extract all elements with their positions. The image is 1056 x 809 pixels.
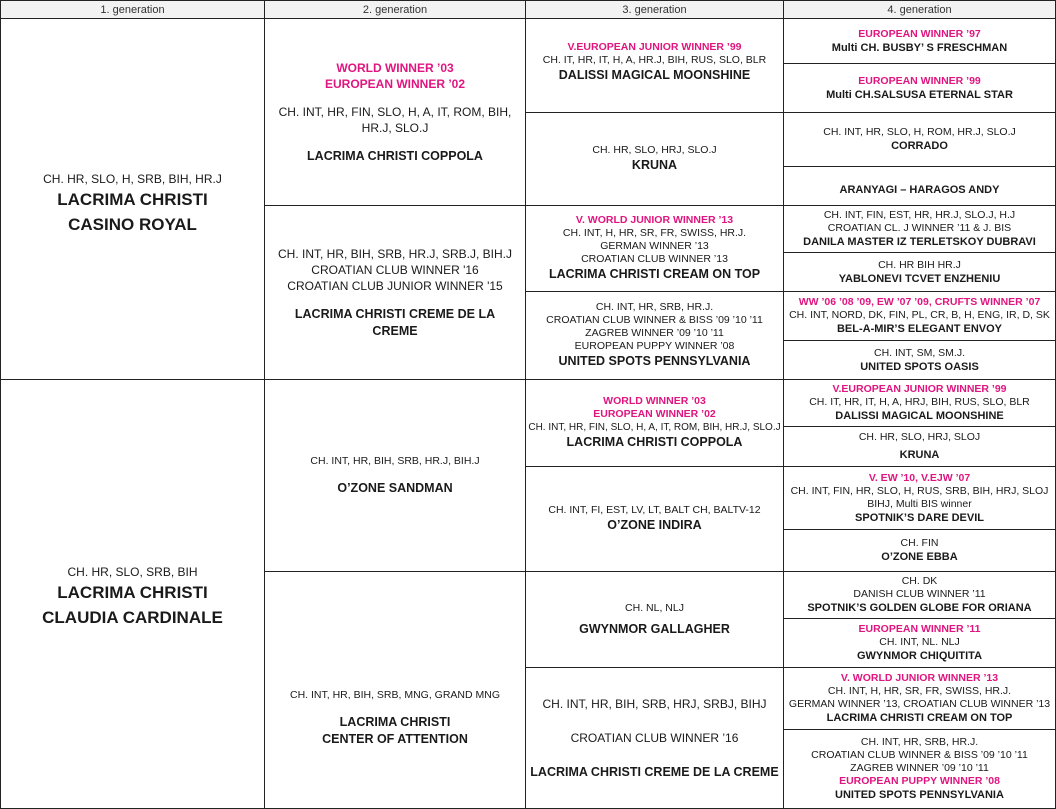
gen2-sd-ch-1: CH. INT, HR, BIH, SRB, HR.J, SRB.J, BIH.J xyxy=(277,246,513,261)
gen1-sire-titles: CH. HR, SLO, H, SRB, BIH, HR.J xyxy=(43,172,222,186)
gen4-r15-ch-1: CH. INT, H, HR, SR, FR, SWISS, HR.J. xyxy=(827,685,1012,697)
gen4-row-8 xyxy=(784,341,1056,380)
gen4-row-5 xyxy=(784,206,1056,253)
gen2-ds-ch: CH. INT, HR, BIH, SRB, HR.J, BIH.J xyxy=(310,454,480,467)
gen4-row-15 xyxy=(784,668,1056,730)
gen2-dd-name-2: CENTER OF ATTENTION xyxy=(322,731,468,746)
gen4-row-1 xyxy=(784,19,1056,64)
gen3-ssd-ch: CH. HR, SLO, HRJ, SLO.J xyxy=(592,144,717,156)
gen4-r16-ch-3: ZAGREB WINNER ’09 ’10 ’11 xyxy=(850,762,989,774)
gen2-dam-sire xyxy=(265,380,526,572)
gen1-dam-name-2: CLAUDIA CARDINALE xyxy=(42,608,223,627)
gen4-r13-ch-1: CH. DK xyxy=(901,575,938,587)
header-gen-1: 1. generation xyxy=(0,0,265,19)
gen3-sss-title: V.EUROPEAN JUNIOR WINNER ’99 xyxy=(567,41,742,53)
gen3-dsd xyxy=(526,467,784,572)
gen2-dd-name-1: LACRIMA CHRISTI xyxy=(339,714,451,729)
gen3-ddd-ch-1: CH. INT, HR, BIH, SRB, HRJ, SRBJ, BIHJ xyxy=(542,696,767,711)
gen4-r1-title: EUROPEAN WINNER ’97 xyxy=(858,27,981,40)
gen3-sds-ch-3: CROATIAN CLUB WINNER ’13 xyxy=(581,253,728,265)
gen3-sds xyxy=(526,206,784,292)
gen4-r5-ch-2: CROATIAN CL. J WINNER ’11 & J. BIS xyxy=(827,222,1012,234)
gen1-dam-name-1: LACRIMA CHRISTI xyxy=(57,583,208,602)
gen4-row-11 xyxy=(784,467,1056,530)
gen3-sdd-name: UNITED SPOTS PENNSYLVANIA xyxy=(558,354,751,368)
gen4-r8-ch: CH. INT, SM, SM.J. xyxy=(873,346,965,359)
gen2-ss-ch-1: CH. INT, HR, FIN, SLO, H, A, IT, ROM, BIH, xyxy=(278,104,512,119)
gen4-r15-title: V. WORLD JUNIOR WINNER ’13 xyxy=(840,672,999,684)
gen3-sds-name: LACRIMA CHRISTI CREAM ON TOP xyxy=(548,267,761,281)
gen2-ss-ch-2: HR.J, SLO.J xyxy=(361,120,429,135)
gen3-sss-name: DALISSI MAGICAL MOONSHINE xyxy=(558,68,751,82)
gen4-row-16 xyxy=(784,730,1056,809)
gen4-r16-ch-2: CROATIAN CLUB WINNER & BISS ’09 ’10 ’11 xyxy=(811,749,1028,761)
gen2-sire-sire xyxy=(265,19,526,206)
gen3-dss-ch: CH. INT, HR, FIN, SLO, H, A, IT, ROM, BIH, HR.J, SLO.J xyxy=(528,422,781,433)
gen4-r10-name: KRUNA xyxy=(899,449,940,461)
gen4-row-9 xyxy=(784,380,1056,427)
gen4-r6-name: YABLONEVI TCVET ENZHENIU xyxy=(838,272,1001,285)
gen4-r12-ch: CH. FIN xyxy=(900,537,939,549)
gen4-r11-ch-2: BIHJ, Multi BIS winner xyxy=(867,497,972,510)
gen2-ss-title-2: EUROPEAN WINNER ’02 xyxy=(324,76,466,91)
gen3-sss-ch: CH. IT, HR, IT, H, A, HR.J, BIH, RUS, SLO, BLR xyxy=(542,54,767,66)
gen4-r11-name: SPOTNIK’S DARE DEVIL xyxy=(855,511,984,524)
gen3-dss-title-1: WORLD WINNER ’03 xyxy=(603,395,706,407)
gen4-r16-name: UNITED SPOTS PENNSYLVANIA xyxy=(835,789,1004,801)
gen3-sdd xyxy=(526,292,784,380)
gen3-sdd-ch-1: CH. INT, HR, SRB, HR.J. xyxy=(595,301,714,313)
gen4-r10-ch: CH. HR, SLO, HRJ, SLOJ xyxy=(858,431,981,443)
gen4-r15-ch-2: GERMAN WINNER ’13, CROATIAN CLUB WINNER ’13 xyxy=(788,698,1051,710)
gen4-r11-title: V. EW ’10, V.EJW ’07 xyxy=(868,471,971,484)
gen4-r9-ch: CH. IT, HR, IT, H, A, HRJ, BIH, RUS, SLO, BLR xyxy=(809,396,1030,408)
gen4-r16-ch-1: CH. INT, HR, SRB, HR.J. xyxy=(860,736,979,748)
gen4-row-4 xyxy=(784,167,1056,206)
gen4-r3-name: CORRADO xyxy=(891,140,948,152)
gen2-sd-name-2: CREME xyxy=(372,323,418,338)
gen4-r13-name: SPOTNIK’S GOLDEN GLOBE FOR ORIANA xyxy=(807,602,1032,614)
gen4-r13-ch-2: DANISH CLUB WINNER ’11 xyxy=(853,588,986,600)
gen1-dam-titles: CH. HR, SLO, SRB, BIH xyxy=(67,565,198,579)
gen4-r14-ch: CH. INT, NL. NLJ xyxy=(879,636,960,648)
gen4-row-2 xyxy=(784,64,1056,113)
header-gen-2: 2. generation xyxy=(265,0,526,19)
gen3-sds-ch-2: GERMAN WINNER ’13 xyxy=(600,240,709,252)
gen4-row-13 xyxy=(784,572,1056,619)
header-gen-4: 4. generation xyxy=(784,0,1056,19)
gen3-ssd-name: KRUNA xyxy=(631,158,678,172)
gen4-row-14 xyxy=(784,619,1056,668)
gen1-sire-name-1: LACRIMA CHRISTI xyxy=(57,190,208,209)
gen3-dss xyxy=(526,380,784,467)
gen2-ds-name: O’ZONE SANDMAN xyxy=(337,480,453,495)
gen4-r7-title: WW ’06 ’08 ’09, EW ’07 ’09, CRUFTS WINNER ’07 xyxy=(798,296,1041,308)
gen1-dam xyxy=(0,380,265,809)
gen3-dds-ch: CH. NL, NLJ xyxy=(625,601,684,614)
header-gen-3: 3. generation xyxy=(526,0,784,19)
gen4-r7-ch: CH. INT, NORD, DK, FIN, PL, CR, B, H, ENG, IR, D, SK xyxy=(789,309,1050,321)
gen1-sire-name-2: CASINO ROYAL xyxy=(68,215,197,234)
gen3-dds xyxy=(526,572,784,668)
gen3-sdd-ch-3: ZAGREB WINNER ’09 ’10 ’11 xyxy=(585,327,724,339)
gen4-row-6 xyxy=(784,253,1056,292)
gen4-r5-name: DANILA MASTER IZ TERLETSKOY DUBRAVI xyxy=(803,236,1036,248)
gen4-r6-ch: CH. HR BIH HR.J xyxy=(878,258,961,271)
gen3-sdd-ch-2: CROATIAN CLUB WINNER & BISS ’09 ’10 ’11 xyxy=(546,314,763,326)
gen3-dss-title-2: EUROPEAN WINNER ’02 xyxy=(593,408,716,420)
gen4-r3-ch: CH. INT, HR, SLO, H, ROM, HR.J, SLO.J xyxy=(823,126,1016,138)
gen4-r14-title: EUROPEAN WINNER ’11 xyxy=(858,623,981,635)
gen4-r5-ch-1: CH. INT, FIN, EST, HR, HR.J, SLO.J, H.J xyxy=(823,209,1016,221)
gen3-dsd-name: O’ZONE INDIRA xyxy=(607,518,702,532)
gen3-dss-name: LACRIMA CHRISTI COPPOLA xyxy=(566,435,743,449)
gen4-row-10 xyxy=(784,427,1056,467)
gen4-r2-title: EUROPEAN WINNER ’99 xyxy=(858,74,981,87)
gen4-r15-name: LACRIMA CHRISTI CREAM ON TOP xyxy=(826,712,1013,724)
gen4-r11-ch-1: CH. INT, FIN, HR, SLO, H, RUS, SRB, BIH, HRJ, SLOJ xyxy=(790,484,1049,497)
gen3-sdd-ch-4: EUROPEAN PUPPY WINNER ’08 xyxy=(574,340,735,352)
gen4-r9-name: DALISSI MAGICAL MOONSHINE xyxy=(835,410,1004,422)
gen3-ddd-name: LACRIMA CHRISTI CREME DE LA CREME xyxy=(530,764,779,779)
gen4-r1-name: Multi CH. BUSBY’ S FRESCHMAN xyxy=(831,41,1008,54)
gen3-dds-name: GWYNMOR GALLAGHER xyxy=(579,621,730,636)
gen4-row-12 xyxy=(784,530,1056,572)
gen4-r7-name: BEL-A-MIR’S ELEGANT ENVOY xyxy=(836,323,1002,335)
gen4-row-7 xyxy=(784,292,1056,341)
gen4-r4-name: ARANYAGI – HARAGOS ANDY xyxy=(839,184,1000,196)
gen4-r9-title: V.EUROPEAN JUNIOR WINNER ’99 xyxy=(832,383,1007,395)
gen2-ss-name: LACRIMA CHRISTI COPPOLA xyxy=(307,148,483,163)
gen3-sds-title: V. WORLD JUNIOR WINNER ’13 xyxy=(575,214,734,226)
gen2-dd-ch: CH. INT, HR, BIH, SRB, MNG, GRAND MNG xyxy=(289,688,500,701)
gen2-sd-name-1: LACRIMA CHRISTI CREME DE LA xyxy=(294,306,496,321)
gen2-sd-ch-3: CROATIAN CLUB JUNIOR WINNER '15 xyxy=(287,278,503,293)
gen3-ddd-ch-2: CROATIAN CLUB WINNER ’16 xyxy=(570,730,739,745)
gen3-sds-ch-1: CH. INT, H, HR, SR, FR, SWISS, HR.J. xyxy=(562,227,747,239)
gen2-dam-dam xyxy=(265,572,526,809)
gen2-sd-ch-2: CROATIAN CLUB WINNER '16 xyxy=(311,262,479,277)
gen4-r16-title: EUROPEAN PUPPY WINNER ’08 xyxy=(839,775,1000,787)
gen4-r14-name: GWYNMOR CHIQUITITA xyxy=(856,650,983,662)
gen3-ddd xyxy=(526,668,784,809)
gen4-row-3 xyxy=(784,113,1056,167)
gen3-dsd-ch: CH. INT, FI, EST, LV, LT, BALT CH, BALTV-12 xyxy=(548,504,761,516)
gen4-r12-name: O’ZONE EBBA xyxy=(881,551,958,563)
gen1-sire xyxy=(0,19,265,380)
gen2-ss-title-1: WORLD WINNER ’03 xyxy=(336,60,454,75)
gen4-r2-name: Multi CH.SALSUSA ETERNAL STAR xyxy=(826,88,1013,101)
gen4-r8-name: UNITED SPOTS OASIS xyxy=(860,360,979,373)
gen2-sire-dam xyxy=(265,206,526,380)
gen3-ssd xyxy=(526,113,784,206)
gen3-sss xyxy=(526,19,784,113)
